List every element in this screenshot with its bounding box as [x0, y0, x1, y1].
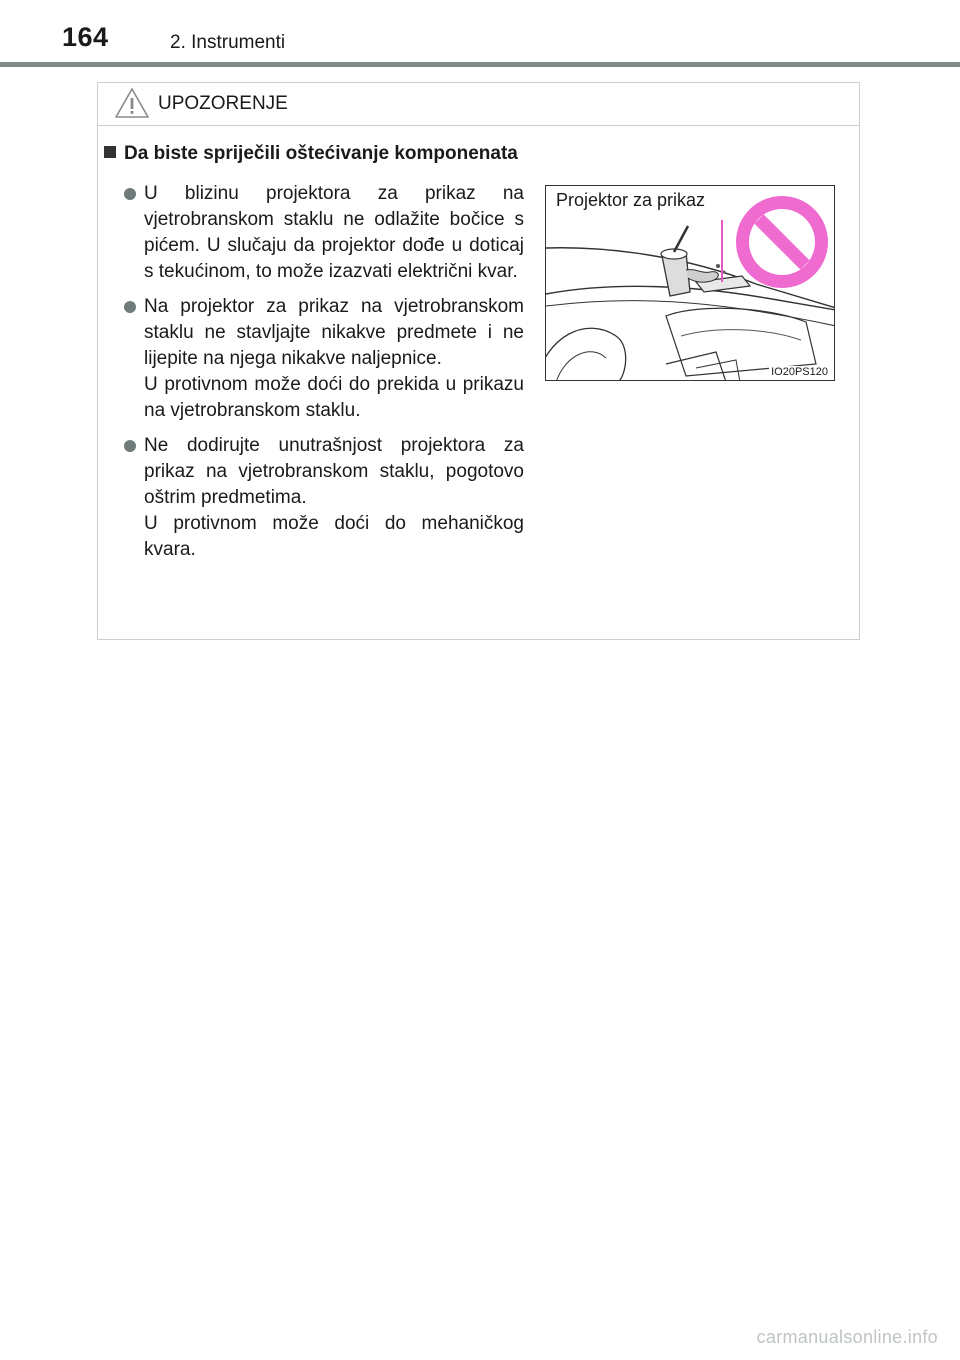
dashboard-illustration	[546, 186, 835, 381]
bullet-dot-icon	[124, 301, 136, 313]
warning-bullet-list	[124, 181, 524, 572]
list-item	[124, 433, 524, 563]
section-title: 2. Instrumenti	[170, 32, 286, 53]
warning-subheading	[104, 143, 518, 165]
warning-triangle-icon	[114, 87, 150, 119]
bullet-dot-icon	[124, 188, 136, 200]
illustration-figure	[545, 185, 835, 381]
bullet-dot-icon	[124, 440, 136, 452]
bullet-text: U blizinu projektora za prikaz na vjetrobranskom staklu ne odlažite bočice s pićem. U slučaju da projektor dođe u doticaj s tekućinom, to može izazvati električni kvar.	[144, 183, 524, 282]
list-item	[124, 294, 524, 424]
figure-code: IO20PS120	[771, 366, 828, 378]
bullet-note: U protivnom može doći do prekida u prikazu na vjetrobranskom staklu.	[144, 374, 524, 421]
warning-title: UPOZORENJE	[158, 93, 288, 114]
bullet-text: Na projektor za prikaz na vjetrobranskom staklu ne stavljajte nikakve predmete i ne lijepite na njega nikakve naljepnice.	[144, 296, 524, 369]
warning-header	[98, 83, 859, 126]
bullet-text: Ne dodirujte unutrašnjost projektora za prikaz na vjetrobranskom staklu, pogotovo oštrim predmetima.	[144, 435, 524, 508]
header-rule	[0, 62, 960, 67]
figure-label: Projektor za prikaz	[556, 190, 706, 210]
footer-watermark: carmanualsonline.info	[756, 1327, 938, 1347]
square-bullet-icon	[104, 146, 116, 158]
page-number: 164	[62, 22, 109, 52]
bullet-note: U protivnom može doći do mehaničkog kvara.	[144, 513, 524, 560]
warning-box	[97, 82, 860, 640]
warning-subheading-text: Da biste spriječili oštećivanje komponenata	[124, 143, 518, 164]
list-item	[124, 181, 524, 285]
